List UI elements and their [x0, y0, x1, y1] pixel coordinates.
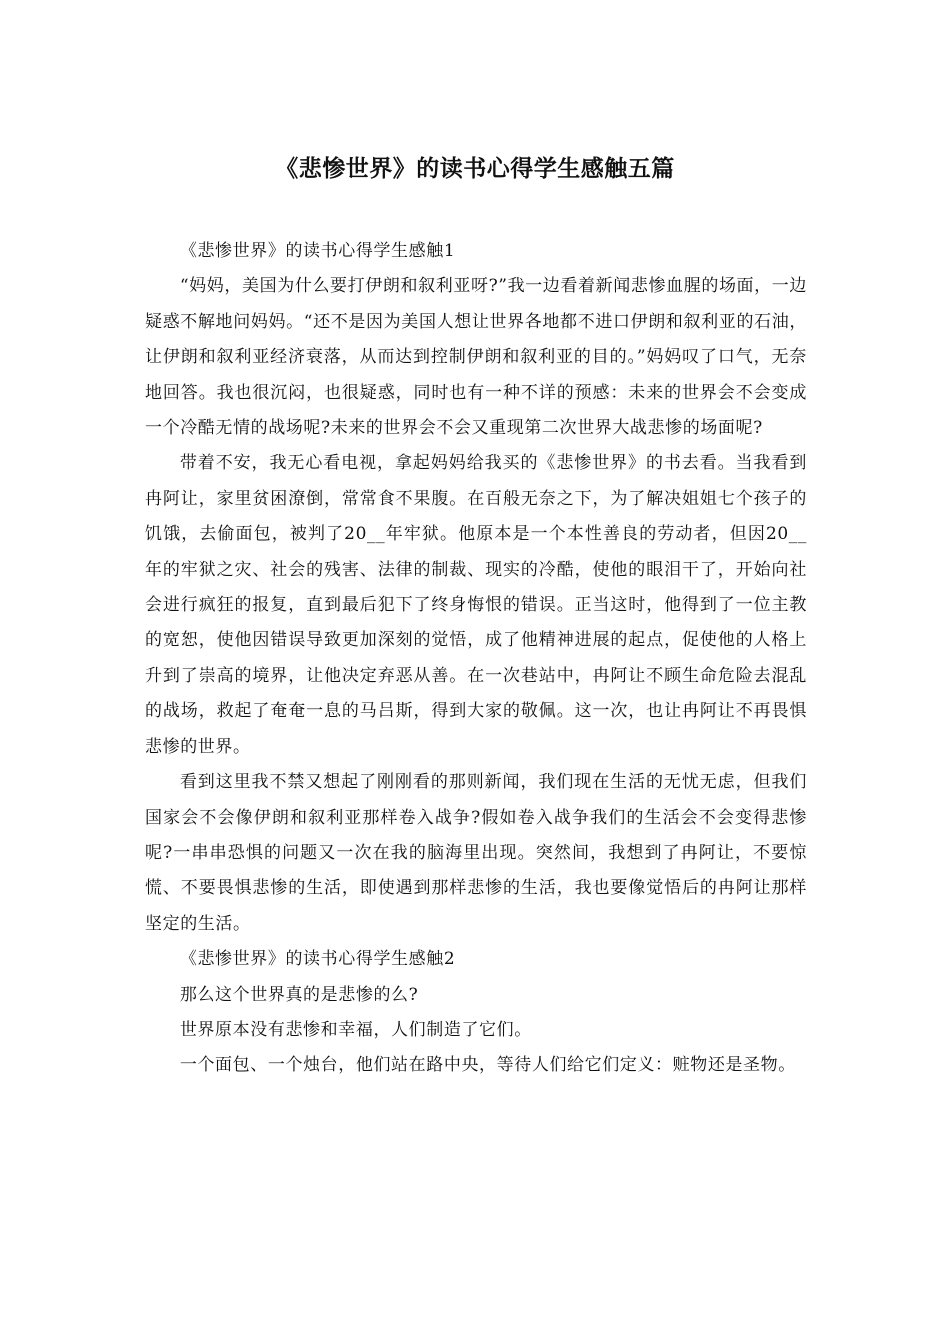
paragraph: 那么这个世界真的是悲惨的么? [179, 984, 419, 1005]
section-heading-1: 《悲惨世界》的读书心得学生感触1 [179, 241, 456, 261]
paragraph: “妈妈，美国为什么要打伊朗和叙利亚呀?”我一边看着新闻悲惨血腥的场面，一边疑惑不解地问妈妈。“还不是因为美国人想让世界各地都不进口伊朗和叙利亚的石油，让伊朗和叙利亚经济衰落，从而达到控制伊朗和叙利亚的目的。”妈妈叹了口气，无奈地回答。我也很沉闷，也很疑惑，同时也有一种不详的预感：未来的世界会不会变成一个冷酷无情的战场呢?未来的世界会不会又重现第二次世界大战悲惨的场面呢? [145, 276, 807, 439]
paragraph: 带着不安，我无心看电视，拿起妈妈给我买的《悲惨世界》的书去看。当我看到冉阿让，家里贫困潦倒，常常食不果腹。在百般无奈之下，为了解决姐姐七个孩子的饥饿，去偷面包，被判了20__年牢狱。他原本是一个本性善良的劳动者，但因20__年的牢狱之灾、社会的残害、法律的制裁、现实的冷酷，使他的眼泪干了，开始向社会进行疯狂的报复，直到最后犯下了终身悔恨的错误。正当这时，他得到了一位主教的宽恕，使他因错误导致更加深刻的觉悟，成了他精神进展的起点，促使他的人格上升到了崇高的境界，让他决定弃恶从善。在一次巷站中，冉阿让不顾生命危险去混乱的战场，救起了奄奄一息的马吕斯，得到大家的敬佩。这一次，也让冉阿让不再畏惧悲惨的世界。 [145, 453, 807, 757]
paragraph: 看到这里我不禁又想起了刚刚看的那则新闻，我们现在生活的无忧无虑，但我们国家会不会像伊朗和叙利亚那样卷入战争?假如卷入战争我们的生活会不会变得悲惨呢?一串串恐惧的问题又一次在我的脑海里出现。突然间，我想到了冉阿让，不要惊慌、不要畏惧悲惨的生活，即使遇到那样悲惨的生活，我也要像觉悟后的冉阿让那样坚定的生活。 [145, 772, 807, 934]
section-heading-2: 《悲惨世界》的读书心得学生感触2 [179, 949, 456, 970]
paragraph: 一个面包、一个烛台，他们站在路中央，等待人们给它们定义：赃物还是圣物。 [179, 1055, 796, 1076]
document-title: 《悲惨世界》的读书心得学生感触五篇 [275, 156, 675, 182]
paragraph: 世界原本没有悲惨和幸福，人们制造了它们。 [179, 1019, 532, 1040]
document-body [145, 234, 807, 1084]
